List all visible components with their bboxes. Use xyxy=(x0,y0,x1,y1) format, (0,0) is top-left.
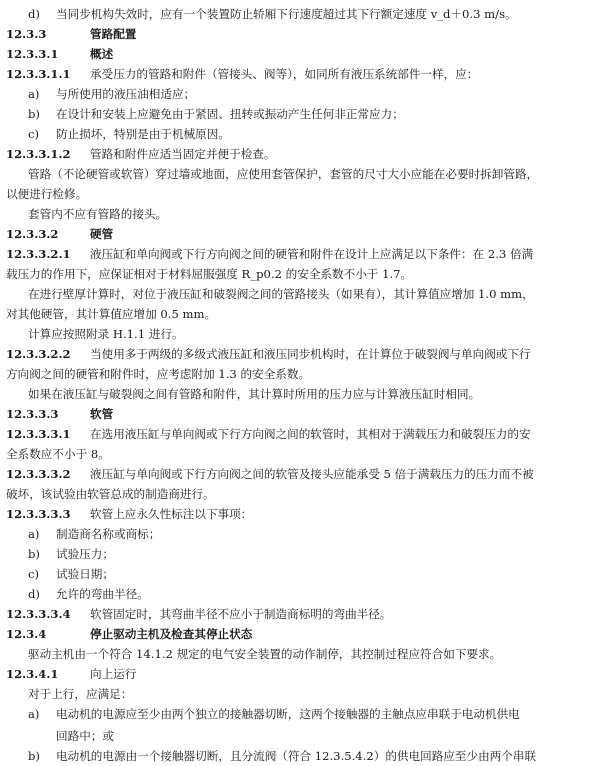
text-line xyxy=(0,746,592,766)
text-line xyxy=(0,424,592,444)
paragraph-text: 液压缸和单向阀或下行方向阀之间的硬管和附件在设计上应满足以下条件：在 2.3 倍满 xyxy=(90,247,534,261)
text-line xyxy=(0,164,592,184)
list-marker: b) xyxy=(28,547,40,561)
text-line xyxy=(0,244,592,264)
text-line xyxy=(0,4,592,24)
paragraph-text: 方向阀之间的硬管和附件时，应考虑附加 1.3 的安全系数。 xyxy=(6,367,311,381)
text-line xyxy=(0,384,592,404)
text-line xyxy=(0,444,592,464)
text-line xyxy=(0,324,592,344)
section-number: 12.3.3.3.2 xyxy=(6,467,71,481)
paragraph-text: 驱动主机由一个符合 14.1.2 规定的电气安全装置的动作制停，其控制过程应符合如下要求。 xyxy=(28,647,502,661)
list-marker: b) xyxy=(28,749,40,763)
text-line xyxy=(0,84,592,104)
section-number: 12.3.3.1.2 xyxy=(6,147,71,161)
paragraph-text: 向上运行 xyxy=(90,667,137,681)
text-line xyxy=(0,184,592,204)
text-line xyxy=(0,304,592,324)
section-number: 12.3.3 xyxy=(6,27,47,41)
text-line xyxy=(0,604,592,624)
paragraph-text: 在进行壁厚计算时，对位于液压缸和破裂阀之间的管路接头（如果有），其计算值应增加 1.0 mm， xyxy=(28,287,534,301)
text-line xyxy=(0,684,592,704)
list-item-text: 电动机的电源应至少由两个独立的接触器切断，这两个接触器的主触点应串联于电动机供电 xyxy=(56,707,520,721)
text-line xyxy=(0,264,592,284)
text-line xyxy=(0,644,592,664)
list-item-text: 制造商名称或商标； xyxy=(56,527,161,541)
paragraph-text: 以便进行检修。 xyxy=(6,187,88,201)
list-item-text: 当同步机构失效时，应有一个装置防止轿厢下行速度超过其下行额定速度 v_d＋0.3 m/s。 xyxy=(56,7,517,21)
paragraph-text: 载压力的作用下，应保证相对于材料屈服强度 R_p0.2 的安全系数不小于 1.7。 xyxy=(6,267,413,281)
paragraph-text: 套管内不应有管路的接头。 xyxy=(28,207,168,221)
paragraph-text: 破坏，该试验由软管总成的制造商进行。 xyxy=(6,487,215,501)
section-number: 12.3.3.1 xyxy=(6,47,59,61)
paragraph-text: 回路中；或 xyxy=(56,729,114,743)
section-number: 12.3.3.3.1 xyxy=(6,427,71,441)
paragraph-text: 软管上应永久性标注以下事项： xyxy=(90,507,253,521)
section-heading: 停止驱动主机及检查其停止状态 xyxy=(90,627,253,641)
paragraph-text: 如果在液压缸与破裂阀之间有管路和附件，其计算时所用的压力应与计算液压缸时相同。 xyxy=(28,387,481,401)
text-line xyxy=(0,564,592,584)
section-number: 12.3.3.3 xyxy=(6,407,59,421)
list-marker: c) xyxy=(28,567,40,581)
list-marker: b) xyxy=(28,107,40,121)
paragraph-text: 全系数应不小于 8。 xyxy=(6,447,110,461)
paragraph-text: 液压缸与单向阀或下行方向阀之间的软管及接头应能承受 5 倍于满载压力的压力而不被 xyxy=(90,467,534,481)
paragraph-text: 管路和附件应适当固定并便于检查。 xyxy=(90,147,276,161)
paragraph-text: 对于上行，应满足： xyxy=(28,687,133,701)
list-marker: d) xyxy=(28,587,40,601)
text-line xyxy=(0,404,592,424)
list-marker: d) xyxy=(28,7,40,21)
section-heading: 硬管 xyxy=(90,227,114,241)
text-line xyxy=(0,204,592,224)
section-number: 12.3.3.3.4 xyxy=(6,607,71,621)
text-line xyxy=(0,664,592,684)
list-marker: c) xyxy=(28,127,40,141)
text-line xyxy=(0,484,592,504)
section-number: 12.3.3.1.1 xyxy=(6,67,71,81)
paragraph-text: 管路（不论硬管或软管）穿过墙或地面，应使用套管保护，套管的尺寸大小应能在必要时拆卸管路， xyxy=(28,167,539,181)
section-heading: 概述 xyxy=(90,47,114,61)
text-line xyxy=(0,464,592,484)
text-line xyxy=(0,726,592,746)
section-heading: 软管 xyxy=(90,407,114,421)
section-number: 12.3.3.2.2 xyxy=(6,347,71,361)
text-line xyxy=(0,284,592,304)
list-item-text: 允许的弯曲半径。 xyxy=(56,587,149,601)
text-line xyxy=(0,504,592,524)
paragraph-text: 当使用多于两级的多级式液压缸和液压同步机构时，在计算位于破裂阀与单向阀或下行 xyxy=(90,347,531,361)
text-line xyxy=(0,24,592,44)
text-line xyxy=(0,364,592,384)
section-number: 12.3.4.1 xyxy=(6,667,59,681)
text-line xyxy=(0,64,592,84)
text-line xyxy=(0,124,592,144)
section-number: 12.3.3.3.3 xyxy=(6,507,71,521)
list-marker: a) xyxy=(28,527,40,541)
paragraph-text: 对其他硬管，其计算值应增加 0.5 mm。 xyxy=(6,307,217,321)
paragraph-text: 承受压力的管路和附件（管接头、阀等），如同所有液压系统部件一样，应： xyxy=(90,67,479,81)
list-item-text: 在设计和安装上应避免由于紧固、扭转或振动产生任何非正常应力； xyxy=(56,107,404,121)
text-line xyxy=(0,704,592,724)
text-line xyxy=(0,224,592,244)
text-line xyxy=(0,44,592,64)
paragraph-text: 软管固定时，其弯曲半径不应小于制造商标明的弯曲半径。 xyxy=(90,607,392,621)
text-line xyxy=(0,584,592,604)
section-number: 12.3.3.2.1 xyxy=(6,247,71,261)
text-line xyxy=(0,544,592,564)
list-item-text: 试验压力； xyxy=(56,547,114,561)
text-line xyxy=(0,104,592,124)
text-line xyxy=(0,524,592,544)
list-item-text: 试验日期； xyxy=(56,567,114,581)
list-marker: a) xyxy=(28,87,40,101)
text-line xyxy=(0,344,592,364)
text-line xyxy=(0,144,592,164)
paragraph-text: 在选用液压缸与单向阀或下行方向阀之间的软管时，其相对于满载压力和破裂压力的安 xyxy=(90,427,531,441)
text-line xyxy=(0,624,592,644)
list-item-text: 防止损坏，特别是由于机械原因。 xyxy=(56,127,230,141)
paragraph-text: 计算应按照附录 H.1.1 进行。 xyxy=(28,327,184,341)
list-item-text: 与所使用的液压油相适应； xyxy=(56,87,196,101)
list-item-text: 电动机的电源由一个接触器切断，且分流阀（符合 12.3.5.4.2）的供电回路应至少由两个串联 xyxy=(56,749,537,763)
list-marker: a) xyxy=(28,707,40,721)
section-heading: 管路配置 xyxy=(90,27,137,41)
section-number: 12.3.3.2 xyxy=(6,227,59,241)
section-number: 12.3.4 xyxy=(6,627,47,641)
